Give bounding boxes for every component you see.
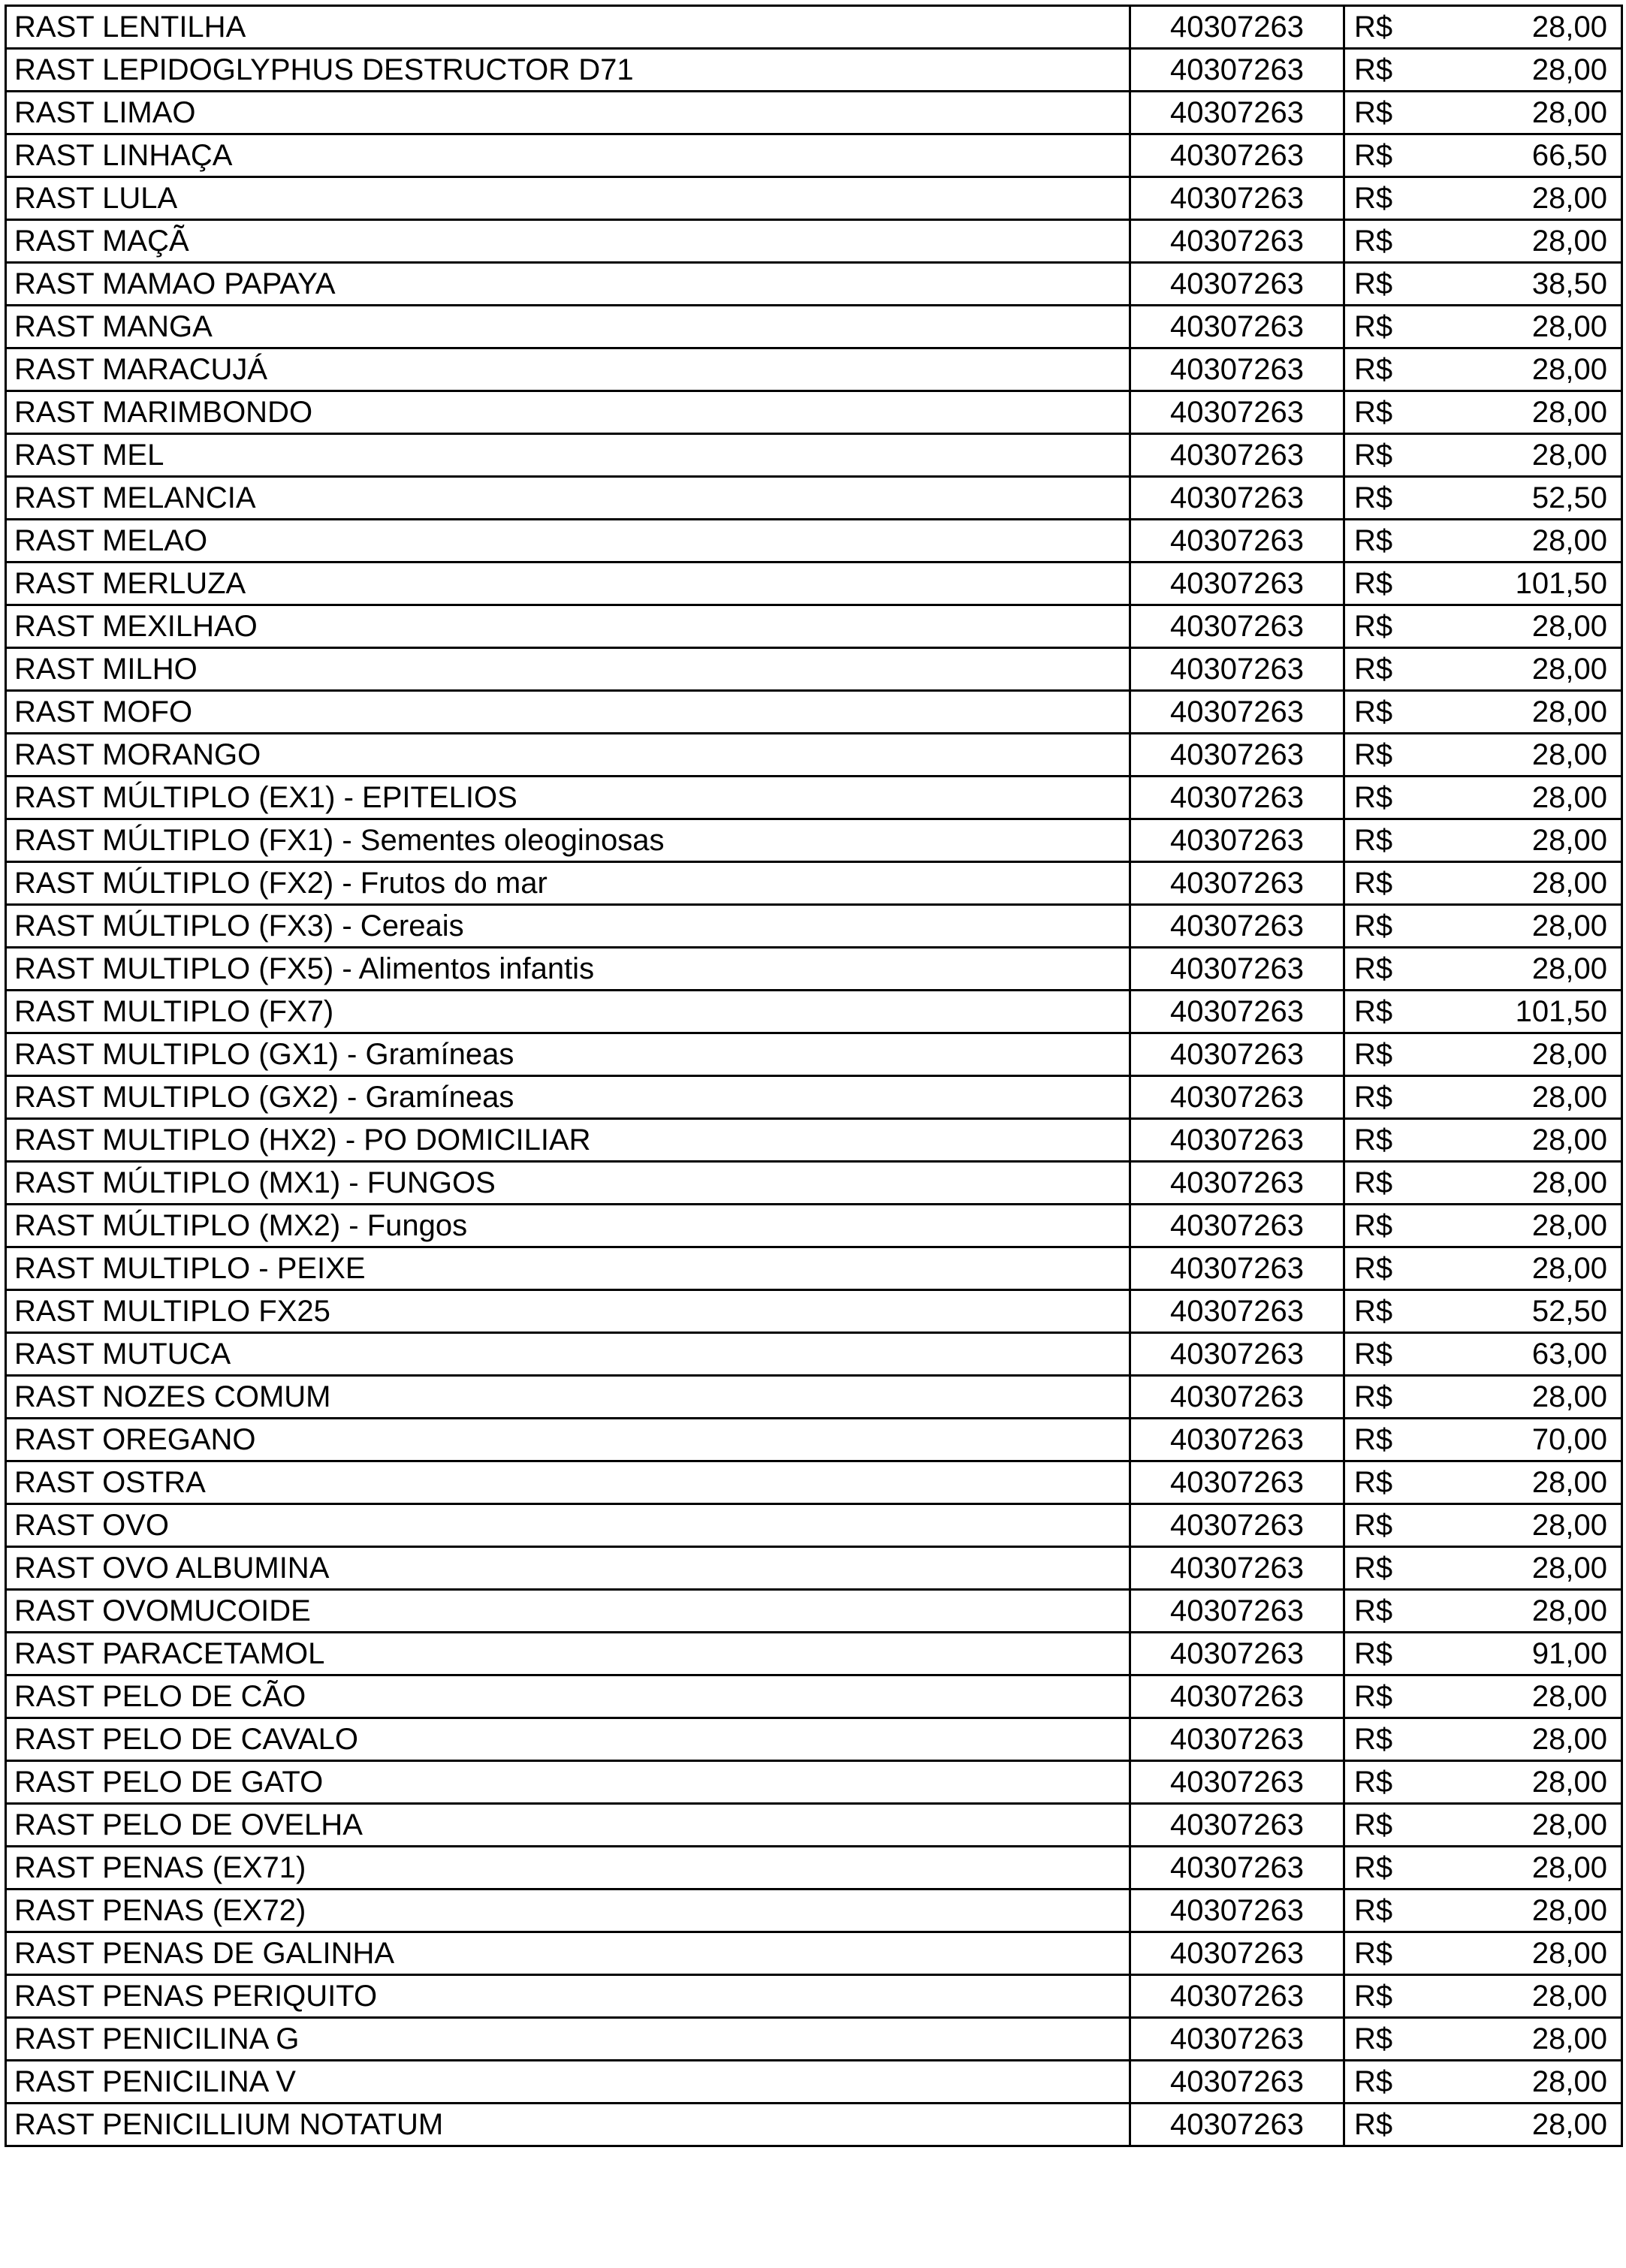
- table-row: [6, 348, 1622, 391]
- table-row: [6, 991, 1622, 1033]
- item-name-cell: RAST MULTIPLO (FX5) - Alimentos infantis: [6, 948, 1130, 991]
- price-cell: 28,00: [1412, 1590, 1622, 1633]
- price-cell: 28,00: [1412, 948, 1622, 991]
- procedure-code-cell: 40307263: [1130, 1804, 1344, 1847]
- currency-cell: R$: [1344, 1590, 1412, 1633]
- price-cell: 28,00: [1412, 734, 1622, 777]
- table-row: [6, 1290, 1622, 1333]
- item-name-cell: RAST MARIMBONDO: [6, 391, 1130, 434]
- procedure-code-cell: 40307263: [1130, 1590, 1344, 1633]
- procedure-code-cell: 40307263: [1130, 520, 1344, 562]
- procedure-code-cell: 40307263: [1130, 1033, 1344, 1076]
- price-cell: 70,00: [1412, 1419, 1622, 1461]
- currency-cell: R$: [1344, 49, 1412, 92]
- currency-cell: R$: [1344, 1290, 1412, 1333]
- currency-cell: R$: [1344, 991, 1412, 1033]
- item-name-cell: RAST PARACETAMOL: [6, 1633, 1130, 1675]
- item-name-cell: RAST PELO DE CAVALO: [6, 1718, 1130, 1761]
- item-name-cell: RAST MERLUZA: [6, 562, 1130, 605]
- procedure-code-cell: 40307263: [1130, 1162, 1344, 1205]
- table-row: [6, 1376, 1622, 1419]
- procedure-code-cell: 40307263: [1130, 905, 1344, 948]
- item-name-cell: RAST NOZES COMUM: [6, 1376, 1130, 1419]
- item-name-cell: RAST MULTIPLO FX25: [6, 1290, 1130, 1333]
- procedure-code-cell: 40307263: [1130, 348, 1344, 391]
- procedure-code-cell: 40307263: [1130, 819, 1344, 862]
- price-cell: 63,00: [1412, 1333, 1622, 1376]
- table-row: [6, 263, 1622, 306]
- item-name-cell: RAST MUTUCA: [6, 1333, 1130, 1376]
- table-row: [6, 1076, 1622, 1119]
- price-table-body: [6, 6, 1622, 2146]
- table-row: [6, 2018, 1622, 2061]
- table-row: [6, 6, 1622, 49]
- table-row: [6, 2061, 1622, 2104]
- procedure-code-cell: 40307263: [1130, 562, 1344, 605]
- price-cell: 28,00: [1412, 2061, 1622, 2104]
- procedure-code-cell: 40307263: [1130, 306, 1344, 348]
- currency-cell: R$: [1344, 1889, 1412, 1932]
- item-name-cell: RAST MORANGO: [6, 734, 1130, 777]
- price-cell: 28,00: [1412, 905, 1622, 948]
- currency-cell: R$: [1344, 1547, 1412, 1590]
- table-row: [6, 819, 1622, 862]
- currency-cell: R$: [1344, 948, 1412, 991]
- price-cell: 28,00: [1412, 434, 1622, 477]
- procedure-code-cell: 40307263: [1130, 49, 1344, 92]
- table-row: [6, 1119, 1622, 1162]
- price-cell: 28,00: [1412, 777, 1622, 819]
- item-name-cell: RAST OVOMUCOIDE: [6, 1590, 1130, 1633]
- procedure-code-cell: 40307263: [1130, 648, 1344, 691]
- table-row: [6, 1889, 1622, 1932]
- table-row: [6, 134, 1622, 177]
- procedure-code-cell: 40307263: [1130, 1461, 1344, 1504]
- procedure-code-cell: 40307263: [1130, 691, 1344, 734]
- item-name-cell: RAST MULTIPLO (HX2) - PO DOMICILIAR: [6, 1119, 1130, 1162]
- table-row: [6, 1333, 1622, 1376]
- procedure-code-cell: 40307263: [1130, 948, 1344, 991]
- price-cell: 28,00: [1412, 6, 1622, 49]
- currency-cell: R$: [1344, 1376, 1412, 1419]
- table-row: [6, 648, 1622, 691]
- price-table: [5, 5, 1623, 2147]
- price-cell: 28,00: [1412, 1975, 1622, 2018]
- table-row: [6, 434, 1622, 477]
- price-cell: 28,00: [1412, 49, 1622, 92]
- table-row: [6, 1033, 1622, 1076]
- procedure-code-cell: 40307263: [1130, 1889, 1344, 1932]
- item-name-cell: RAST MAMAO PAPAYA: [6, 263, 1130, 306]
- price-cell: 66,50: [1412, 134, 1622, 177]
- table-row: [6, 1419, 1622, 1461]
- price-cell: 28,00: [1412, 1247, 1622, 1290]
- currency-cell: R$: [1344, 1419, 1412, 1461]
- currency-cell: R$: [1344, 862, 1412, 905]
- currency-cell: R$: [1344, 6, 1412, 49]
- item-name-cell: RAST MEL: [6, 434, 1130, 477]
- table-row: [6, 1162, 1622, 1205]
- currency-cell: R$: [1344, 1333, 1412, 1376]
- currency-cell: R$: [1344, 605, 1412, 648]
- price-cell: 28,00: [1412, 1504, 1622, 1547]
- currency-cell: R$: [1344, 1932, 1412, 1975]
- currency-cell: R$: [1344, 263, 1412, 306]
- item-name-cell: RAST OREGANO: [6, 1419, 1130, 1461]
- price-cell: 28,00: [1412, 1761, 1622, 1804]
- price-cell: 28,00: [1412, 862, 1622, 905]
- price-cell: 28,00: [1412, 520, 1622, 562]
- currency-cell: R$: [1344, 819, 1412, 862]
- item-name-cell: RAST PENAS DE GALINHA: [6, 1932, 1130, 1975]
- currency-cell: R$: [1344, 434, 1412, 477]
- procedure-code-cell: 40307263: [1130, 1675, 1344, 1718]
- procedure-code-cell: 40307263: [1130, 391, 1344, 434]
- price-cell: 28,00: [1412, 819, 1622, 862]
- currency-cell: R$: [1344, 1504, 1412, 1547]
- item-name-cell: RAST PENICILLIUM NOTATUM: [6, 2104, 1130, 2146]
- item-name-cell: RAST MÚLTIPLO (FX2) - Frutos do mar: [6, 862, 1130, 905]
- currency-cell: R$: [1344, 391, 1412, 434]
- price-cell: 28,00: [1412, 1932, 1622, 1975]
- currency-cell: R$: [1344, 134, 1412, 177]
- price-cell: 28,00: [1412, 1547, 1622, 1590]
- currency-cell: R$: [1344, 2018, 1412, 2061]
- currency-cell: R$: [1344, 734, 1412, 777]
- currency-cell: R$: [1344, 348, 1412, 391]
- procedure-code-cell: 40307263: [1130, 1119, 1344, 1162]
- item-name-cell: RAST PENAS PERIQUITO: [6, 1975, 1130, 2018]
- currency-cell: R$: [1344, 1633, 1412, 1675]
- item-name-cell: RAST MULTIPLO (GX1) - Gramíneas: [6, 1033, 1130, 1076]
- table-row: [6, 1975, 1622, 2018]
- item-name-cell: RAST OVO ALBUMINA: [6, 1547, 1130, 1590]
- price-cell: 28,00: [1412, 348, 1622, 391]
- procedure-code-cell: 40307263: [1130, 1761, 1344, 1804]
- price-cell: 28,00: [1412, 2104, 1622, 2146]
- price-cell: 28,00: [1412, 648, 1622, 691]
- procedure-code-cell: 40307263: [1130, 477, 1344, 520]
- currency-cell: R$: [1344, 1205, 1412, 1247]
- price-cell: 52,50: [1412, 477, 1622, 520]
- procedure-code-cell: 40307263: [1130, 2061, 1344, 2104]
- table-row: [6, 1633, 1622, 1675]
- price-cell: 28,00: [1412, 691, 1622, 734]
- item-name-cell: RAST MELANCIA: [6, 477, 1130, 520]
- price-cell: 28,00: [1412, 1675, 1622, 1718]
- item-name-cell: RAST PENICILINA V: [6, 2061, 1130, 2104]
- price-cell: 28,00: [1412, 1205, 1622, 1247]
- item-name-cell: RAST MÚLTIPLO (MX2) - Fungos: [6, 1205, 1130, 1247]
- price-cell: 101,50: [1412, 991, 1622, 1033]
- procedure-code-cell: 40307263: [1130, 2104, 1344, 2146]
- currency-cell: R$: [1344, 1975, 1412, 2018]
- currency-cell: R$: [1344, 1076, 1412, 1119]
- item-name-cell: RAST MÚLTIPLO (EX1) - EPITELIOS: [6, 777, 1130, 819]
- price-cell: 28,00: [1412, 391, 1622, 434]
- procedure-code-cell: 40307263: [1130, 1718, 1344, 1761]
- currency-cell: R$: [1344, 306, 1412, 348]
- procedure-code-cell: 40307263: [1130, 1633, 1344, 1675]
- item-name-cell: RAST MEXILHAO: [6, 605, 1130, 648]
- table-row: [6, 92, 1622, 134]
- price-cell: 28,00: [1412, 1119, 1622, 1162]
- table-row: [6, 1847, 1622, 1889]
- item-name-cell: RAST MÚLTIPLO (FX1) - Sementes oleoginosas: [6, 819, 1130, 862]
- price-cell: 28,00: [1412, 1804, 1622, 1847]
- item-name-cell: RAST MELAO: [6, 520, 1130, 562]
- table-row: [6, 1761, 1622, 1804]
- table-row: [6, 1675, 1622, 1718]
- item-name-cell: RAST PELO DE CÃO: [6, 1675, 1130, 1718]
- price-cell: 38,50: [1412, 263, 1622, 306]
- procedure-code-cell: 40307263: [1130, 1247, 1344, 1290]
- item-name-cell: RAST MILHO: [6, 648, 1130, 691]
- currency-cell: R$: [1344, 1675, 1412, 1718]
- price-cell: 28,00: [1412, 177, 1622, 220]
- currency-cell: R$: [1344, 2061, 1412, 2104]
- table-row: [6, 520, 1622, 562]
- currency-cell: R$: [1344, 477, 1412, 520]
- currency-cell: R$: [1344, 905, 1412, 948]
- procedure-code-cell: 40307263: [1130, 1975, 1344, 2018]
- currency-cell: R$: [1344, 1761, 1412, 1804]
- table-row: [6, 1247, 1622, 1290]
- currency-cell: R$: [1344, 648, 1412, 691]
- currency-cell: R$: [1344, 1804, 1412, 1847]
- price-cell: 28,00: [1412, 605, 1622, 648]
- procedure-code-cell: 40307263: [1130, 862, 1344, 905]
- procedure-code-cell: 40307263: [1130, 991, 1344, 1033]
- procedure-code-cell: 40307263: [1130, 1847, 1344, 1889]
- item-name-cell: RAST LINHAÇA: [6, 134, 1130, 177]
- item-name-cell: RAST PELO DE GATO: [6, 1761, 1130, 1804]
- price-cell: 28,00: [1412, 1889, 1622, 1932]
- item-name-cell: RAST MULTIPLO (FX7): [6, 991, 1130, 1033]
- item-name-cell: RAST MULTIPLO (GX2) - Gramíneas: [6, 1076, 1130, 1119]
- table-row: [6, 734, 1622, 777]
- table-row: [6, 691, 1622, 734]
- table-row: [6, 220, 1622, 263]
- table-row: [6, 477, 1622, 520]
- table-row: [6, 1590, 1622, 1633]
- table-row: [6, 1461, 1622, 1504]
- price-cell: 28,00: [1412, 2018, 1622, 2061]
- procedure-code-cell: 40307263: [1130, 134, 1344, 177]
- procedure-code-cell: 40307263: [1130, 263, 1344, 306]
- item-name-cell: RAST MÚLTIPLO (FX3) - Cereais: [6, 905, 1130, 948]
- table-row: [6, 562, 1622, 605]
- procedure-code-cell: 40307263: [1130, 6, 1344, 49]
- procedure-code-cell: 40307263: [1130, 734, 1344, 777]
- price-cell: 28,00: [1412, 1847, 1622, 1889]
- table-row: [6, 1205, 1622, 1247]
- item-name-cell: RAST LIMAO: [6, 92, 1130, 134]
- procedure-code-cell: 40307263: [1130, 1376, 1344, 1419]
- price-cell: 28,00: [1412, 1076, 1622, 1119]
- table-row: [6, 306, 1622, 348]
- item-name-cell: RAST PENAS (EX72): [6, 1889, 1130, 1932]
- table-row: [6, 1804, 1622, 1847]
- currency-cell: R$: [1344, 1162, 1412, 1205]
- table-row: [6, 177, 1622, 220]
- table-row: [6, 1718, 1622, 1761]
- currency-cell: R$: [1344, 691, 1412, 734]
- table-row: [6, 905, 1622, 948]
- table-row: [6, 1932, 1622, 1975]
- procedure-code-cell: 40307263: [1130, 1547, 1344, 1590]
- procedure-code-cell: 40307263: [1130, 1333, 1344, 1376]
- item-name-cell: RAST MANGA: [6, 306, 1130, 348]
- item-name-cell: RAST MARACUJÁ: [6, 348, 1130, 391]
- item-name-cell: RAST PELO DE OVELHA: [6, 1804, 1130, 1847]
- table-row: [6, 2104, 1622, 2146]
- procedure-code-cell: 40307263: [1130, 220, 1344, 263]
- table-row: [6, 777, 1622, 819]
- item-name-cell: RAST LEPIDOGLYPHUS DESTRUCTOR D71: [6, 49, 1130, 92]
- item-name-cell: RAST MULTIPLO - PEIXE: [6, 1247, 1130, 1290]
- procedure-code-cell: 40307263: [1130, 1076, 1344, 1119]
- price-cell: 52,50: [1412, 1290, 1622, 1333]
- table-row: [6, 49, 1622, 92]
- price-cell: 28,00: [1412, 1033, 1622, 1076]
- currency-cell: R$: [1344, 1718, 1412, 1761]
- table-row: [6, 1504, 1622, 1547]
- currency-cell: R$: [1344, 562, 1412, 605]
- table-row: [6, 1547, 1622, 1590]
- currency-cell: R$: [1344, 1847, 1412, 1889]
- price-cell: 28,00: [1412, 220, 1622, 263]
- price-cell: 28,00: [1412, 1718, 1622, 1761]
- price-cell: 28,00: [1412, 1461, 1622, 1504]
- currency-cell: R$: [1344, 1033, 1412, 1076]
- currency-cell: R$: [1344, 177, 1412, 220]
- price-cell: 28,00: [1412, 1162, 1622, 1205]
- procedure-code-cell: 40307263: [1130, 92, 1344, 134]
- item-name-cell: RAST MAÇÃ: [6, 220, 1130, 263]
- currency-cell: R$: [1344, 520, 1412, 562]
- table-row: [6, 391, 1622, 434]
- procedure-code-cell: 40307263: [1130, 605, 1344, 648]
- price-sheet: [5, 5, 1621, 2147]
- procedure-code-cell: 40307263: [1130, 1290, 1344, 1333]
- procedure-code-cell: 40307263: [1130, 2018, 1344, 2061]
- item-name-cell: RAST MÚLTIPLO (MX1) - FUNGOS: [6, 1162, 1130, 1205]
- procedure-code-cell: 40307263: [1130, 434, 1344, 477]
- item-name-cell: RAST MOFO: [6, 691, 1130, 734]
- item-name-cell: RAST OVO: [6, 1504, 1130, 1547]
- currency-cell: R$: [1344, 2104, 1412, 2146]
- procedure-code-cell: 40307263: [1130, 1932, 1344, 1975]
- procedure-code-cell: 40307263: [1130, 777, 1344, 819]
- item-name-cell: RAST LENTILHA: [6, 6, 1130, 49]
- item-name-cell: RAST PENICILINA G: [6, 2018, 1130, 2061]
- procedure-code-cell: 40307263: [1130, 177, 1344, 220]
- currency-cell: R$: [1344, 220, 1412, 263]
- table-row: [6, 948, 1622, 991]
- currency-cell: R$: [1344, 1461, 1412, 1504]
- currency-cell: R$: [1344, 92, 1412, 134]
- table-row: [6, 605, 1622, 648]
- item-name-cell: RAST OSTRA: [6, 1461, 1130, 1504]
- price-cell: 28,00: [1412, 306, 1622, 348]
- currency-cell: R$: [1344, 1119, 1412, 1162]
- item-name-cell: RAST PENAS (EX71): [6, 1847, 1130, 1889]
- price-cell: 28,00: [1412, 1376, 1622, 1419]
- currency-cell: R$: [1344, 777, 1412, 819]
- price-cell: 101,50: [1412, 562, 1622, 605]
- procedure-code-cell: 40307263: [1130, 1205, 1344, 1247]
- table-row: [6, 862, 1622, 905]
- item-name-cell: RAST LULA: [6, 177, 1130, 220]
- price-cell: 28,00: [1412, 92, 1622, 134]
- procedure-code-cell: 40307263: [1130, 1504, 1344, 1547]
- currency-cell: R$: [1344, 1247, 1412, 1290]
- price-cell: 91,00: [1412, 1633, 1622, 1675]
- procedure-code-cell: 40307263: [1130, 1419, 1344, 1461]
